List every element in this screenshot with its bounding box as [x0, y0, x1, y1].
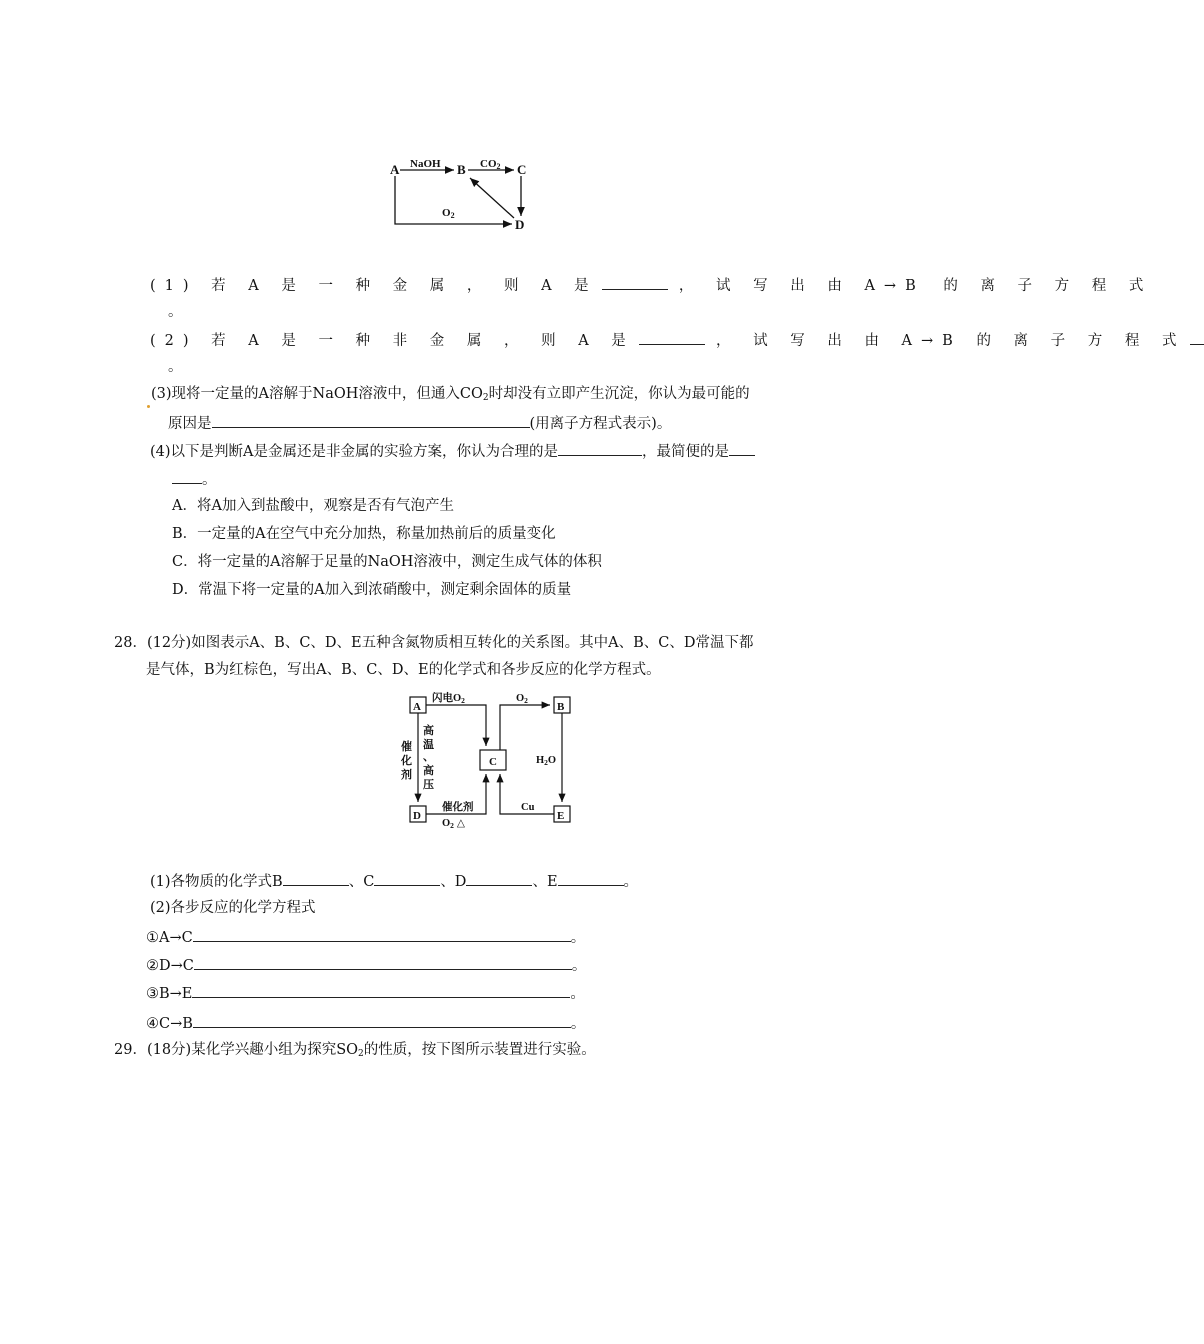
q27-part1-line — [150, 274, 1153, 296]
label-h2o: H2O — [536, 755, 557, 767]
q27-part1-text-a: (1) 若 A 是 一 种 金 属 ， 则 A 是 — [150, 278, 598, 294]
q27-part1-text-c: 的 离 子 方 程 式 — [943, 278, 1153, 294]
answer-blank[interactable] — [466, 870, 532, 886]
diagram-a-b-c-d — [380, 148, 540, 238]
nitrogen-cycle-diagram — [398, 688, 582, 830]
label-high-1: 高 — [423, 725, 434, 737]
label-o2-heat: O2 △ — [442, 818, 465, 830]
q28-line2: 是气体，B为红棕色，写出A、B、C、D、E的化学式和各步反应的化学方程式。 — [146, 662, 661, 678]
answer-blank[interactable] — [558, 440, 642, 456]
label-catalyst-bottom: 催化剂 — [442, 802, 474, 813]
answer-blank[interactable] — [602, 274, 668, 290]
label-high-4: 高 — [423, 765, 434, 777]
node-d: D — [515, 217, 525, 232]
q29-line: 29．(18分)某化学兴趣小组为探究$SO_2$的性质，按下图所示装置进行实验。 — [114, 1042, 596, 1059]
option-c: C．将一定量的A溶解于足量的NaOH溶液中，测定生成气体的体积 — [172, 554, 602, 570]
node-a: A — [390, 162, 400, 177]
answer-blank[interactable] — [558, 870, 624, 886]
label-co2: CO2 — [480, 158, 501, 171]
q27-part3-line2: 原因是 (用离子方程式表示)。 — [168, 412, 671, 434]
option-d: D．常温下将一定量的A加入到浓硝酸中，测定剩余固体的质量 — [172, 582, 572, 598]
q28-part1-line: (1)各物质的化学式B 、C 、D 、E 。 — [150, 870, 638, 892]
answer-blank[interactable] — [729, 440, 755, 456]
q27-part1-end: 。 — [168, 304, 183, 320]
q28-step-2: ②D→C 。 — [146, 954, 586, 976]
node-b: B — [457, 162, 466, 177]
option-b: B．一定量的A在空气中充分加热，称量加热前后的质量变化 — [172, 526, 556, 542]
node-e: E — [557, 810, 565, 822]
label-catalyst-left-3: 剂 — [401, 769, 412, 781]
q27-part2-line — [150, 329, 1186, 351]
label-high-3: 、 — [423, 751, 434, 763]
answer-blank[interactable] — [374, 870, 440, 886]
node-b: B — [557, 701, 565, 713]
label-cu: Cu — [521, 802, 535, 813]
q27-part2-text-b: ， 试 写 出 由 A→B — [716, 333, 962, 349]
label-o2-top: O2 — [516, 693, 528, 705]
node-c: C — [517, 162, 527, 177]
option-a: A．将A加入到盐酸中，观察是否有气泡产生 — [172, 498, 454, 514]
answer-blank[interactable] — [1190, 329, 1204, 345]
label-naoh: NaOH — [410, 158, 441, 170]
label-o2: O2 — [442, 207, 455, 220]
label-high-2: 温 — [423, 739, 434, 751]
label-catalyst-left-2: 化 — [401, 755, 412, 767]
answer-blank[interactable] — [194, 954, 572, 970]
label-high-5: 压 — [423, 779, 434, 791]
answer-blank[interactable] — [193, 926, 571, 942]
q28-part2-heading: (2)各步反应的化学方程式 — [150, 900, 316, 916]
q27-part2-end: 。 — [168, 359, 183, 375]
q28-step-4: ④C→B 。 — [146, 1012, 585, 1034]
node-c: C — [489, 756, 497, 768]
answer-blank[interactable] — [192, 982, 570, 998]
q28-step-1: ①A→C 。 — [146, 926, 585, 948]
label-catalyst-left-1: 催 — [401, 741, 412, 753]
q27-part2-text-c: 的 离 子 方 程 式 — [976, 333, 1186, 349]
answer-blank[interactable] — [212, 412, 530, 428]
answer-blank[interactable] — [193, 1012, 571, 1028]
answer-blank[interactable] — [283, 870, 349, 886]
node-a: A — [413, 701, 421, 713]
node-d: D — [413, 810, 421, 822]
label-lightning-o2: 闪电O2 — [432, 693, 465, 705]
orange-dot — [147, 405, 150, 408]
q27-part4-line1: (4)以下是判断A是金属还是非金属的实验方案，你认为合理的是 ，最简便的是 — [150, 440, 755, 462]
q27-part3-line1: (3)现将一定量的A溶解于NaOH溶液中，但通入$CO_2$时却没有立即产生沉淀，你认为最可能的 — [146, 384, 750, 408]
q28-line1: 28．(12分)如图表示A、B、C、D、E五种含氮物质相互转化的关系图。其中A、B、C、D常温下都 — [114, 635, 754, 651]
answer-blank[interactable] — [639, 329, 705, 345]
q27-part1-text-b: ， 试 写 出 由 A→B — [678, 278, 925, 294]
q27-part4-line2: 。 — [172, 468, 217, 490]
q28-step-3: ③B→E 。 — [146, 982, 585, 1004]
q27-part2-text-a: (2) 若 A 是 一 种 非 金 属 ， 则 A 是 — [150, 333, 635, 349]
answer-blank[interactable] — [172, 468, 202, 484]
